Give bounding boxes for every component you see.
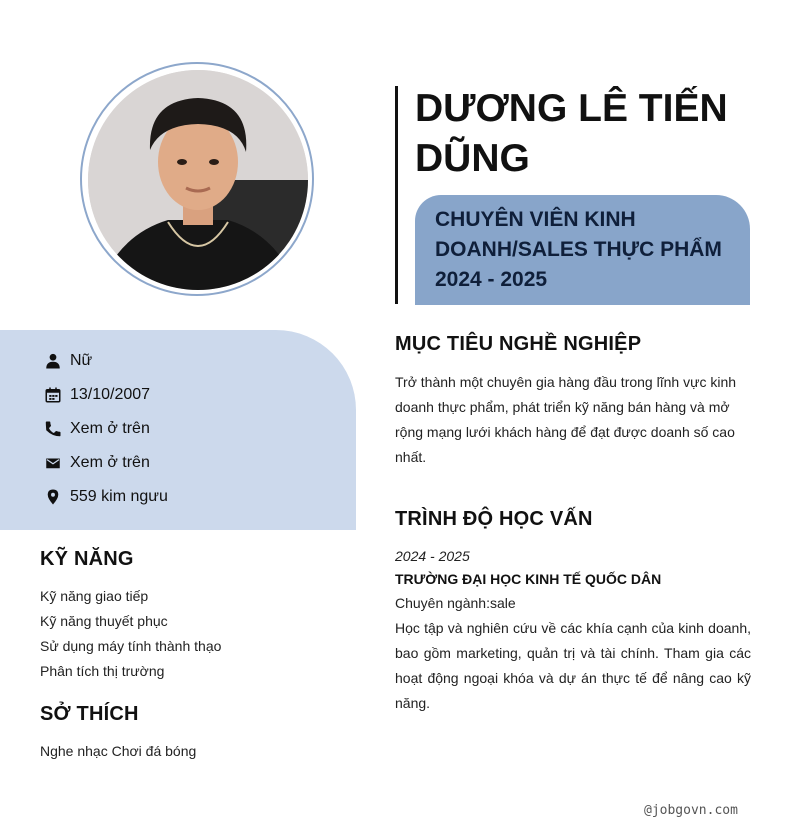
name-accent-bar [395, 86, 398, 304]
address-text: 559 kim ngưu [70, 488, 168, 505]
education-school: TRƯỜNG ĐẠI HỌC KINH TẾ QUỐC DÂN [395, 571, 662, 587]
birthday-text: 13/10/2007 [70, 386, 151, 403]
hobbies-text: Nghe nhạc Chơi đá bóng [40, 743, 197, 759]
gender-text: Nữ [70, 352, 93, 369]
objective-text: Trở thành một chuyên gia hàng đầu trong lĩnh vực kinh doanh thực phẩm, phát triển kỹ năng bán hàng và mở rộng mạng lưới khách hàng để đạt được doanh số cao nhất. [395, 374, 737, 465]
skill-item: Sử dụng máy tính thành thạo [40, 638, 222, 654]
profile-photo [88, 70, 308, 290]
job-title: CHUYÊN VIÊN KINH DOANH/SALES THỰC PHẨM 2024 - 2025 [435, 208, 722, 291]
calendar-icon [44, 386, 62, 404]
avatar-illustration [88, 70, 308, 290]
contact-birthday [44, 383, 150, 407]
watermark: @jobgovn.com [644, 803, 738, 818]
phone-text: Xem ở trên [70, 420, 150, 437]
hobbies-heading: SỞ THÍCH [40, 703, 139, 725]
skills-heading: KỸ NĂNG [40, 548, 134, 570]
mail-icon [44, 454, 62, 472]
education-description: Học tập và nghiên cứu về các khía cạnh của kinh doanh, bao gồm marketing, quản trị và tài chính. Tham gia các hoạt động ngoại khóa và dự án thực tế để nâng cao kỹ năng. [395, 620, 751, 711]
contact-phone [44, 417, 150, 441]
skill-item: Phân tích thị trường [40, 663, 165, 679]
objective-heading: MỤC TIÊU NGHỀ NGHIỆP [395, 333, 642, 355]
job-title-box [415, 195, 750, 305]
skill-item: Kỹ năng giao tiếp [40, 588, 149, 604]
contact-address [44, 485, 168, 509]
person-icon [44, 352, 62, 370]
education-period: 2024 - 2025 [395, 548, 470, 564]
phone-icon [44, 420, 62, 438]
location-pin-icon [44, 488, 62, 506]
email-text: Xem ở trên [70, 454, 150, 471]
contact-email [44, 451, 150, 475]
contact-gender [44, 349, 92, 373]
candidate-name: DƯƠNG LÊ TIẾN DŨNG [415, 87, 728, 180]
education-major: Chuyên ngành:sale [395, 595, 516, 611]
education-heading: TRÌNH ĐỘ HỌC VẤN [395, 508, 593, 530]
skill-item: Kỹ năng thuyết phục [40, 613, 168, 629]
